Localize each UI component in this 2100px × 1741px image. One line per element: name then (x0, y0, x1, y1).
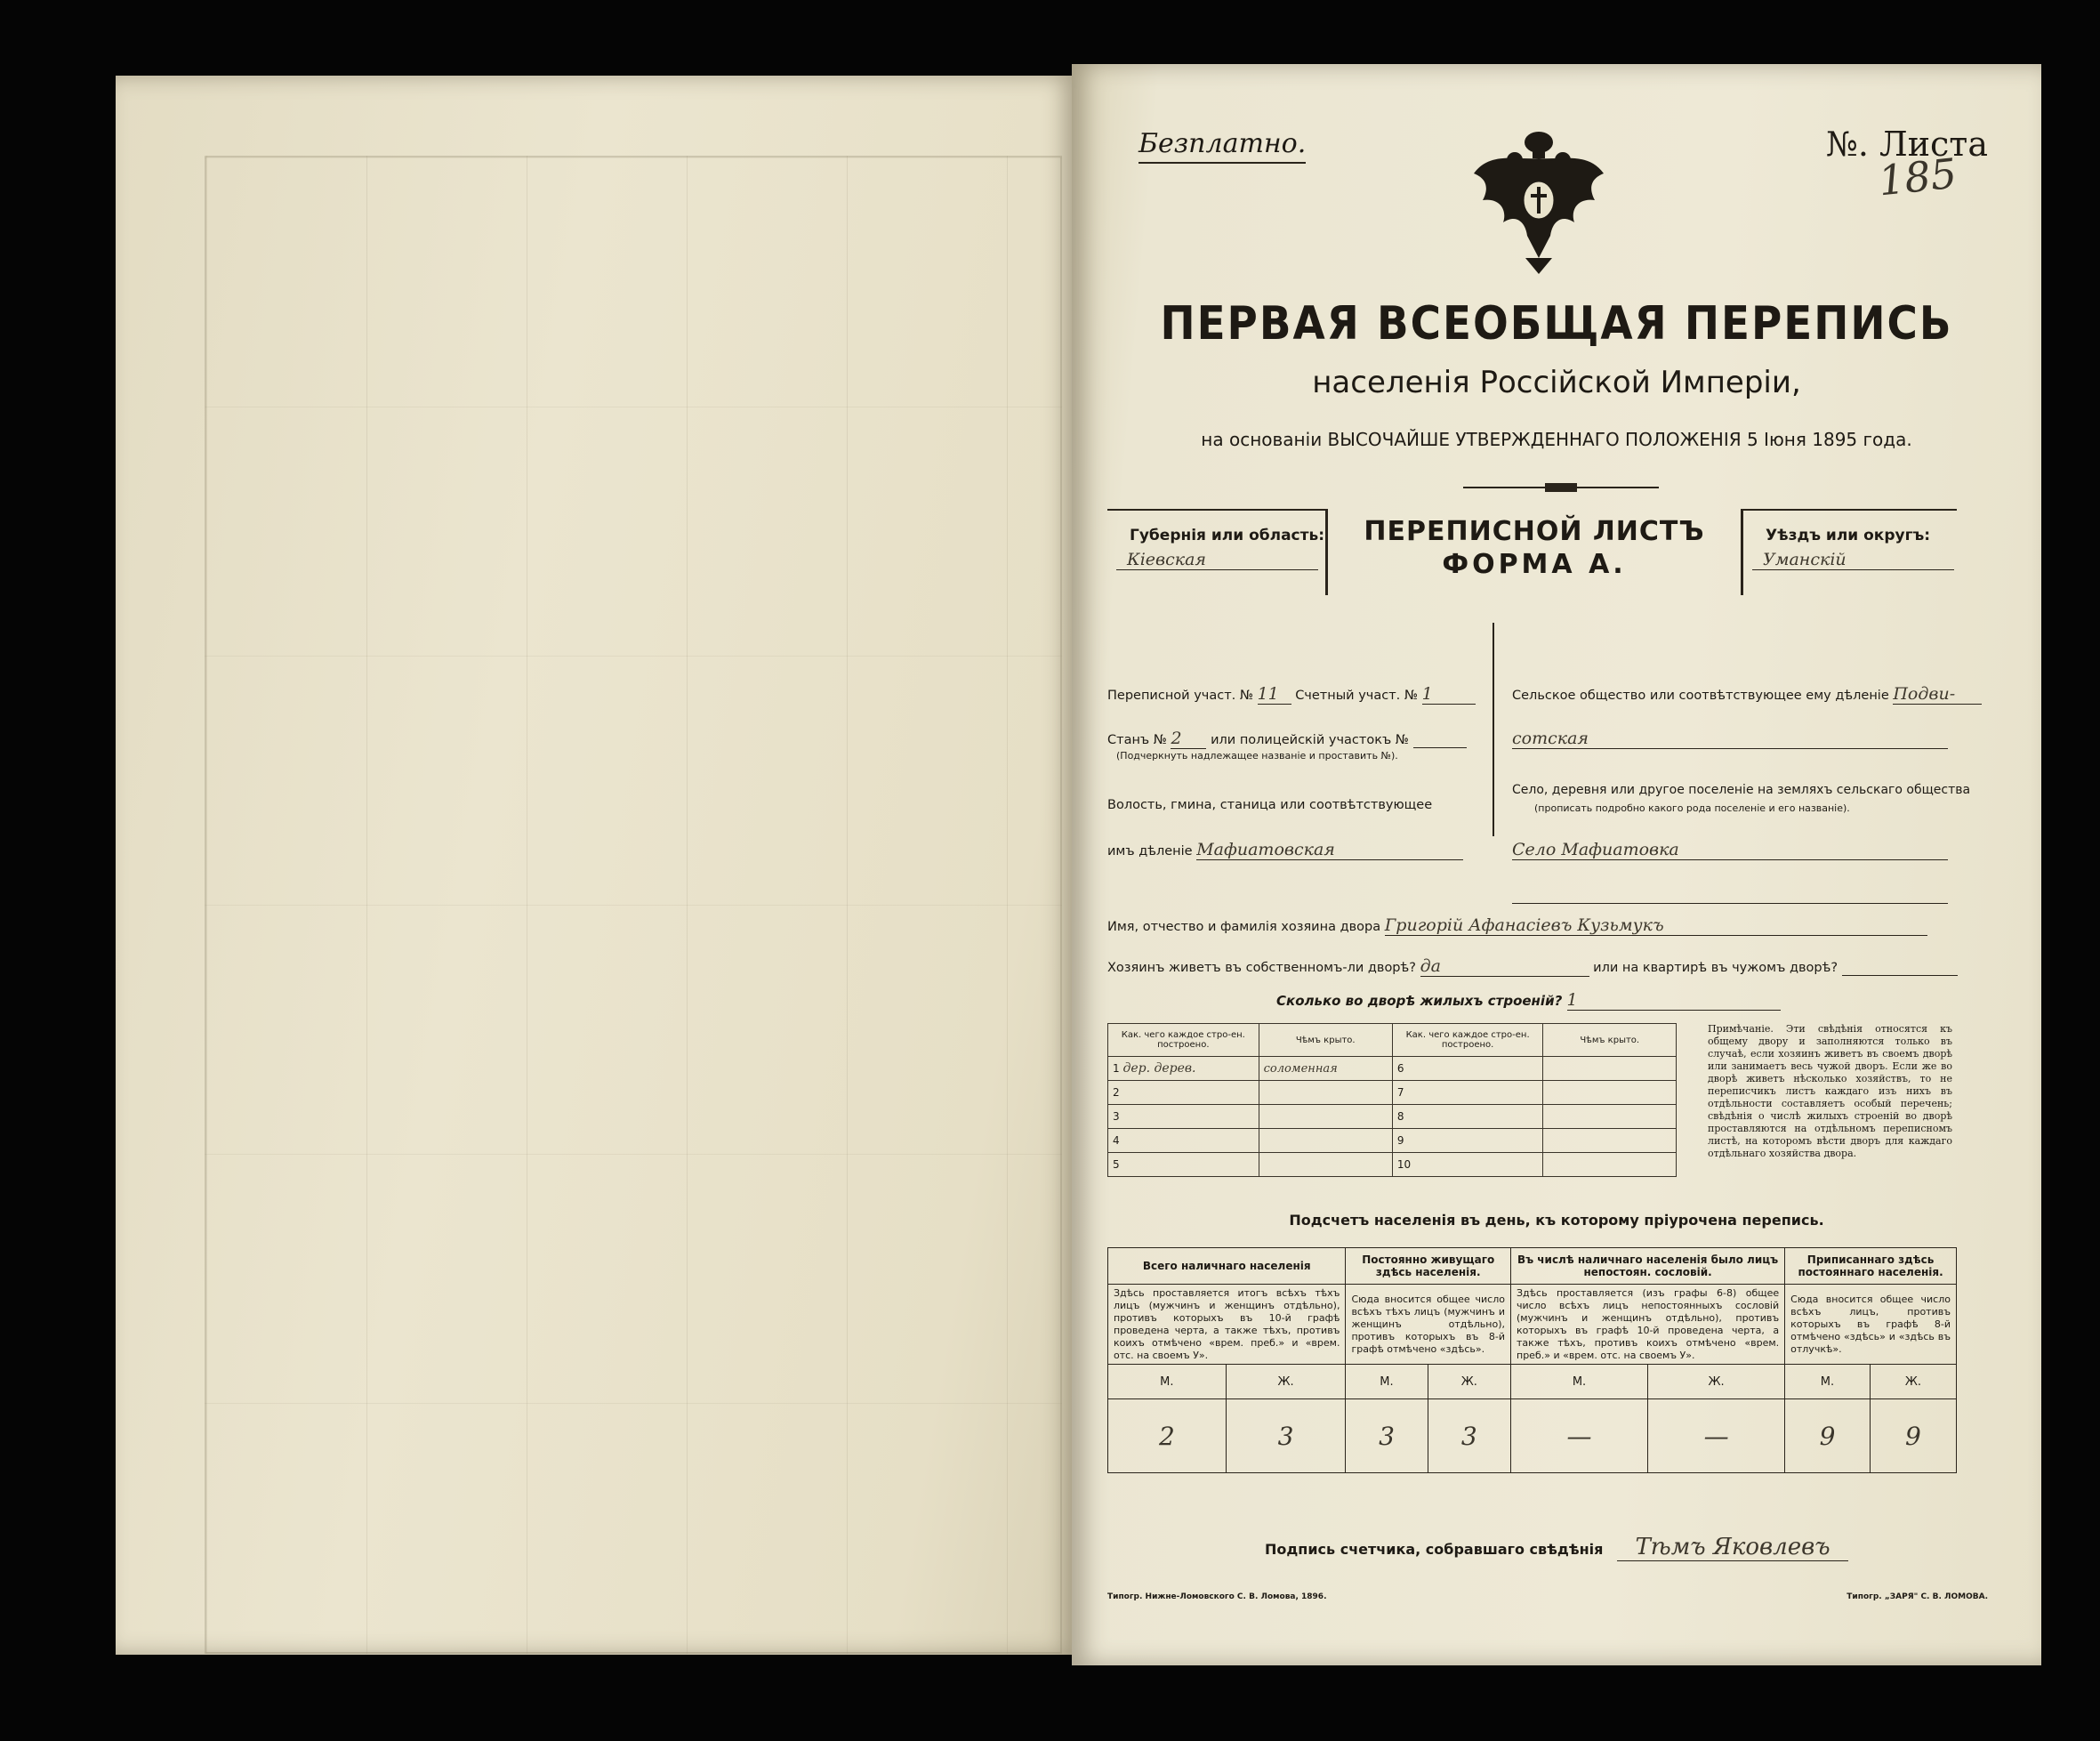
volost-field: имъ дѣленіе Мафиатовская (1107, 840, 1463, 860)
count-value: 3 (1346, 1399, 1428, 1473)
signature-label: Подпись счетчика, собравшаго свѣдѣнія (1264, 1541, 1604, 1558)
f-label: Ж. (1870, 1365, 1956, 1399)
signature-value: Тѣмъ Яковлевъ (1617, 1534, 1848, 1561)
form-header-box (1107, 509, 1957, 593)
f-label: Ж. (1226, 1365, 1346, 1399)
village-value: Село Мафиатовка (1512, 840, 1948, 860)
m-label: М. (1346, 1365, 1428, 1399)
census-form-page (1072, 64, 2041, 1665)
province-cell (1107, 509, 1328, 595)
fields-divider (1493, 623, 1494, 836)
village-label: Село, деревня или другое поселеніе на земляхъ сельскаго общества (1512, 783, 1971, 797)
group-title: Въ числѣ наличнаго населенія было лицъ непостоян. сословій. (1511, 1248, 1785, 1285)
group-desc: Сюда вносится общее число всѣхъ лицъ, противъ которыхъ въ графѣ 8-й отмѣчено «здѣсь» и «здѣсь въ отлучкѣ». (1785, 1285, 1957, 1365)
village-note: (прописать подробно какого рода поселеніе и его названіе). (1534, 802, 1850, 814)
f-label: Ж. (1648, 1365, 1785, 1399)
district-value: Уманскій (1752, 550, 1954, 570)
population-count-table (1107, 1247, 1957, 1473)
free-label: Безплатно. (1139, 128, 1306, 164)
form-title: ПЕРВАЯ ВСЕОБЩАЯ ПЕРЕПИСЬ (1160, 297, 1953, 351)
village-field (1512, 840, 1948, 860)
group-desc: Здѣсь проставляется итогъ всѣхъ тѣхъ лицъ (мужчинъ и женщинъ отдѣльно), противъ которыхъ въ 10-й графѣ проведена черта, а также тѣхъ, противъ коихъ отмѣчено «врем. преб.» и «врем. отс. на своемъ У». (1108, 1285, 1346, 1365)
col-what-left: Как. чего каждое стро-ен. построено. (1108, 1024, 1259, 1057)
count-value: 9 (1870, 1399, 1956, 1473)
census-district-value: 11 (1258, 684, 1291, 705)
count-value: 2 (1108, 1399, 1227, 1473)
m-label: М. (1108, 1365, 1227, 1399)
group-desc: Здѣсь проставляется (изъ графы 6-8) общее число всѣхъ лицъ непостоянныхъ сословій (мужчинъ и женщинъ отдѣльно), противъ которыхъ въ графѣ 10-й проведена черта, а также тѣхъ, противъ коихъ отмѣчено «врем. преб.» и «врем. отс. на своемъ У». (1511, 1285, 1785, 1365)
society-value: Подви- (1893, 684, 1982, 705)
volost-label: Волость, гмина, станица или соотвѣтствующее (1107, 798, 1433, 812)
count-value: — (1648, 1399, 1785, 1473)
province-value: Кіевская (1116, 550, 1318, 570)
m-label: М. (1511, 1365, 1648, 1399)
note-text: Примѣчаніе. Эти свѣдѣнія относятся къ общему двору и заполняются только въ случаѣ, если хозяинъ живетъ въ своемъ дворѣ или занимаетъ весь чужой дворъ. Если же во дворѣ живетъ нѣсколько хозяйствъ, то не переписчикъ листъ каждаго изъ нихъ въ отдѣльности составляетъ особый перечень; свѣдѣнія о числѣ жилыхъ строеній во дворѣ проставляются на отдѣльномъ переписномъ листѣ, на которомъ вѣсти дворъ для каждаго отдѣльнаго хозяйства двора. (1708, 1023, 1952, 1159)
col-what-right: Как. чего каждое стро-ен. построено. (1392, 1024, 1543, 1057)
owner-value: Григорій Афанасіевъ Кузьмукъ (1385, 915, 1927, 936)
census-district-field: Переписной участ. № 11 Счетный участ. № 1 (1107, 684, 1476, 705)
stan-field: Станъ № 2 или полицейскій участокъ № (1107, 729, 1467, 749)
table-row: 1 дер. дерев. соломенная 6 (1108, 1057, 1677, 1081)
form-sheet-title: ПЕРЕПИСНОЙ ЛИСТЪ (1364, 516, 1705, 547)
own-yard-field: Хозяинъ живетъ въ собственномъ-ли дворѣ? да или на квартирѣ въ чужомъ дворѣ? (1107, 956, 1958, 977)
village-extra-line (1512, 889, 1948, 904)
location-fields (1107, 620, 1971, 1029)
society-value-cont: сотская (1512, 729, 1948, 749)
sheet-number-value: 185 (1876, 149, 1959, 206)
group-desc: Сюда вносится общее число всѣхъ тѣхъ лицъ (мужчинъ и женщинъ отдѣльно), противъ которыхъ въ 8-й графѣ отмѣчено «здѣсь». (1346, 1285, 1511, 1365)
table-row: 4 9 (1108, 1129, 1677, 1153)
count-value: 9 (1785, 1399, 1871, 1473)
form-name-cell (1330, 511, 1739, 580)
stan-value: 2 (1171, 729, 1206, 749)
buildings-value: 1 (1567, 990, 1781, 1011)
count-value: — (1511, 1399, 1648, 1473)
form-type: ФОРМА А. (1442, 549, 1627, 580)
signature-line (1072, 1534, 2041, 1561)
bleed-through-grid (205, 156, 1062, 1654)
group-title: Всего наличнаго населенія (1108, 1248, 1346, 1285)
buildings-table (1107, 1023, 1677, 1177)
group-title: Постоянно живущаго здѣсь населенія. (1346, 1248, 1511, 1285)
count-district-value: 1 (1422, 684, 1476, 705)
printer-left: Типогр. Нижне-Ломовского С. В. Ломова, 1896. (1107, 1592, 1327, 1601)
district-cell (1741, 509, 1957, 595)
count-heading: Подсчетъ населенія въ день, къ которому пріурочена перепись. (1289, 1212, 1824, 1229)
left-blank-page (116, 76, 1074, 1655)
society-field: Сельское общество или соотвѣтствующее ему дѣленіе Подви- (1512, 684, 1982, 705)
group-title: Приписаннаго здѣсь постояннаго населенія. (1785, 1248, 1957, 1285)
buildings-field: Сколько во дворѣ жилыхъ строеній? 1 (1276, 990, 1781, 1011)
count-value: 3 (1226, 1399, 1346, 1473)
legal-basis: на основаніи ВЫСОЧАЙШЕ УТВЕРЖДЕННАГО ПОЛОЖЕНІЯ 5 Іюня 1895 года. (1201, 429, 1912, 450)
form-subtitle: населенія Россійской Имперіи, (1312, 365, 1801, 400)
ornament-divider (1463, 482, 1659, 493)
society-field-cont (1512, 729, 1948, 749)
count-value: 3 (1428, 1399, 1510, 1473)
printer-right: Типогр. „ЗАРЯ" С. В. ЛОМОВА. (1847, 1592, 1988, 1601)
volost-value: Мафиатовская (1196, 840, 1463, 860)
table-row: 2 7 (1108, 1081, 1677, 1105)
f-label: Ж. (1428, 1365, 1510, 1399)
province-label: Губернія или область: (1130, 527, 1325, 544)
double-headed-eagle-icon (1463, 125, 1614, 276)
own-yard-value: да (1420, 956, 1589, 977)
table-row: 5 10 (1108, 1153, 1677, 1177)
underline-note: (Подчеркнуть надлежащее названіе и проставить №). (1116, 750, 1398, 762)
sheet-number-label: №. Листа (1825, 125, 1988, 164)
col-roof-left: Чѣмъ крыто. (1259, 1024, 1392, 1057)
m-label: М. (1785, 1365, 1871, 1399)
owner-field: Имя, отчество и фамилія хозяина двора Григорій Афанасіевъ Кузьмукъ (1107, 915, 1927, 936)
table-row: 3 8 (1108, 1105, 1677, 1129)
district-label: Уѣздъ или округъ: (1766, 527, 1931, 544)
col-roof-right: Чѣмъ крыто. (1543, 1024, 1677, 1057)
